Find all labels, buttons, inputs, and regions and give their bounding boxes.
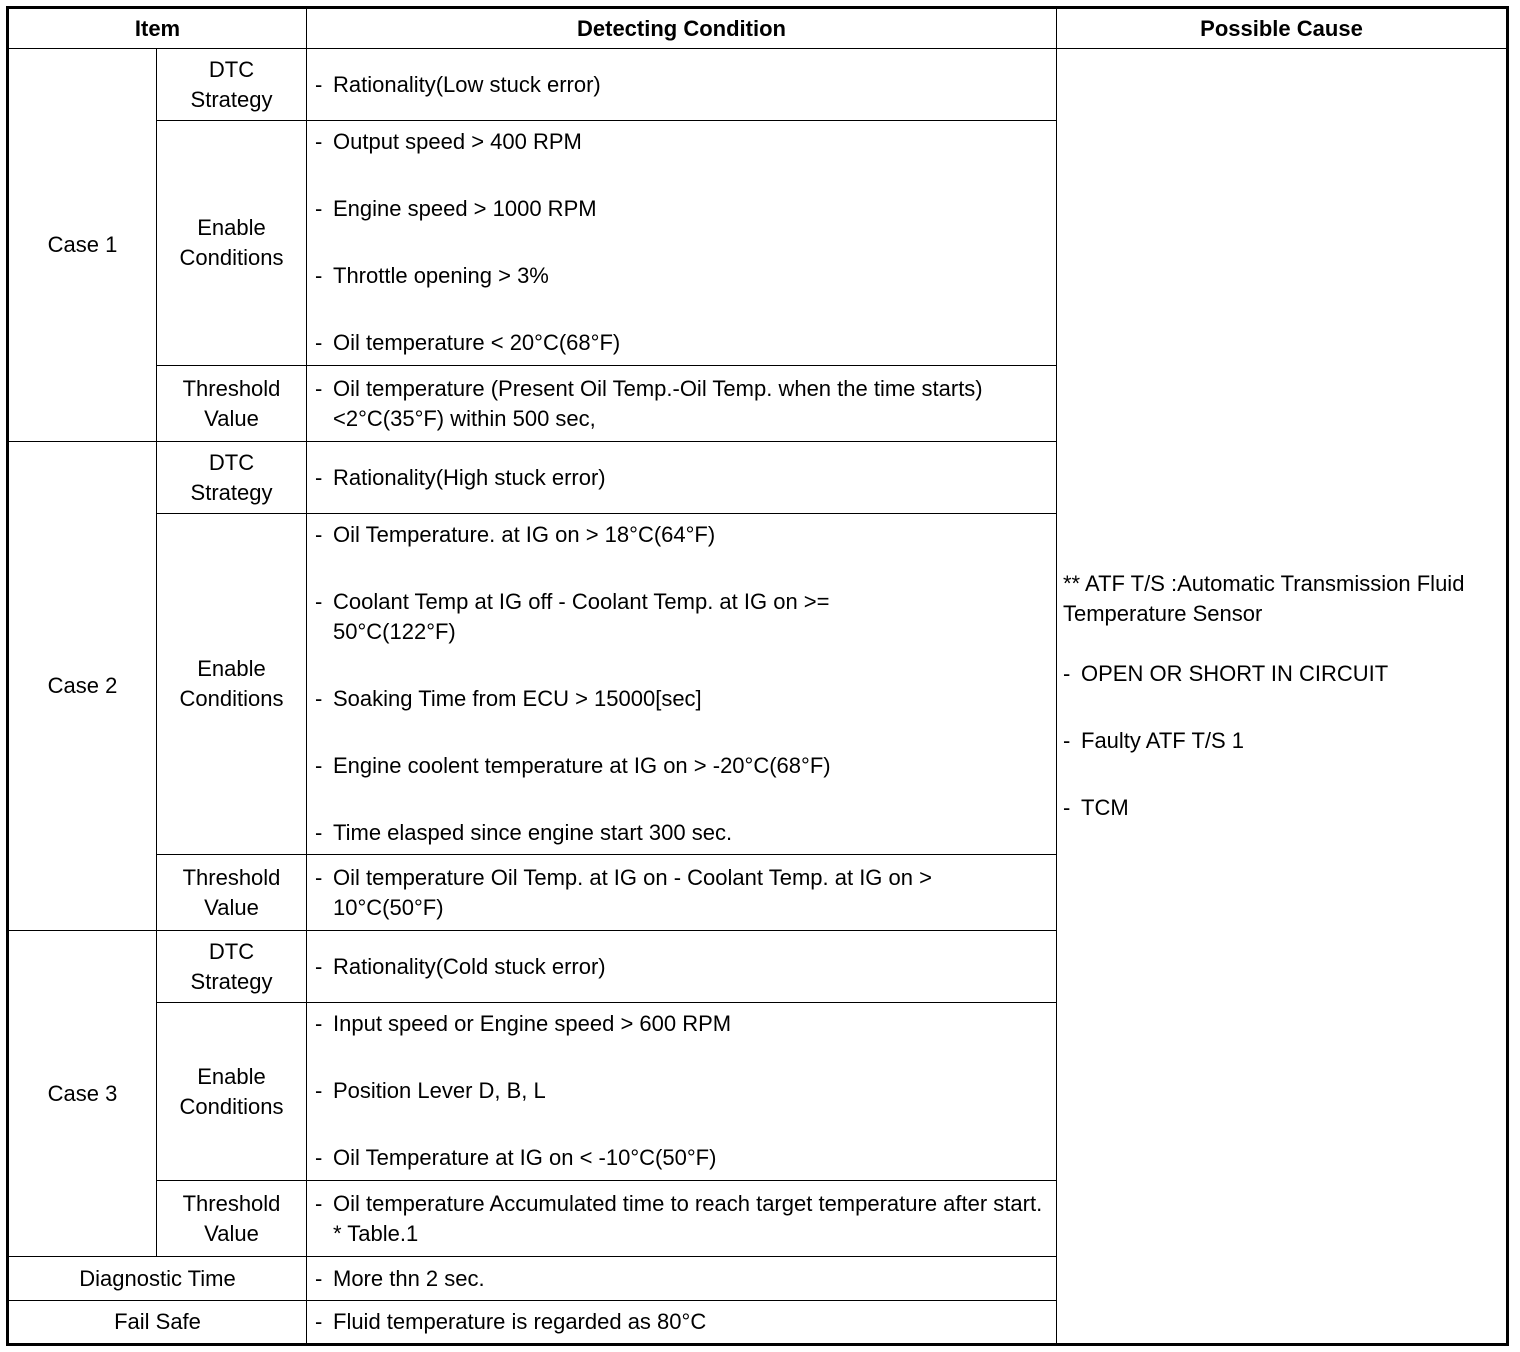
case1-enable-conditions-label: Enable Conditions	[157, 121, 307, 366]
case2-label: Case 2	[8, 442, 157, 931]
case2-threshold-value: - Oil temperature Oil Temp. at IG on - Coolant Temp. at IG on > 10°C(50°F)	[307, 855, 1057, 931]
case2-dtc-strategy: - Rationality(High stuck error)	[307, 442, 1057, 514]
case1-label: Case 1	[8, 49, 157, 442]
possible-cause-cell	[1057, 49, 1508, 1345]
case2-enable-conditions: - Oil Temperature. at IG on > 18°C(64°F) - Coolant Temp at IG off - Coolant Temp. at IG on >= 50°C(122°F) - Soaking Time from ECU > 15000[sec] - Engine coolent temperature at IG on > -20°C(68°F) - Time elasped since engine start 300 sec.	[307, 514, 1057, 855]
case3-enable-conditions: - Input speed or Engine speed > 600 RPM - Position Lever D, B, L - Oil Temperature at IG on < -10°C(50°F)	[307, 1003, 1057, 1181]
case3-enable-conditions-label: Enable Conditions	[157, 1003, 307, 1181]
header-row	[8, 8, 1508, 49]
case1-dtc-strategy: - Rationality(Low stuck error)	[307, 49, 1057, 121]
diagnostic-time-value: - More thn 2 sec.	[307, 1257, 1057, 1301]
case3-threshold-value-label: Threshold Value	[157, 1181, 307, 1257]
case1-dtc-strategy-label: DTC Strategy	[157, 49, 307, 121]
dtc-table	[6, 6, 1509, 1346]
header-possible-cause: Possible Cause	[1057, 8, 1508, 49]
fail-safe-value: - Fluid temperature is regarded as 80°C	[307, 1301, 1057, 1345]
case1-enable-conditions: - Output speed > 400 RPM - Engine speed > 1000 RPM - Throttle opening > 3% - Oil temperature < 20°C(68°F)	[307, 121, 1057, 366]
possible-cause-item: - OPEN OR SHORT IN CIRCUIT	[1063, 659, 1500, 689]
case1-threshold-value: - Oil temperature (Present Oil Temp.-Oil Temp. when the time starts)<2°C(35°F) within 500 sec,	[307, 366, 1057, 442]
diagnostic-time-label: Diagnostic Time	[8, 1257, 307, 1301]
possible-cause-item: - TCM	[1063, 793, 1500, 823]
case2-dtc-strategy-label: DTC Strategy	[157, 442, 307, 514]
header-item: Item	[8, 8, 307, 49]
case2-threshold-value-label: Threshold Value	[157, 855, 307, 931]
case3-label: Case 3	[8, 931, 157, 1257]
case3-dtc-strategy: - Rationality(Cold stuck error)	[307, 931, 1057, 1003]
case2-enable-conditions-label: Enable Conditions	[157, 514, 307, 855]
fail-safe-label: Fail Safe	[8, 1301, 307, 1345]
possible-cause-item: - Faulty ATF T/S 1	[1063, 726, 1500, 756]
case3-threshold-value: - Oil temperature Accumulated time to reach target temperature after start. * Table.1	[307, 1181, 1057, 1257]
possible-cause-note: ** ATF T/S :Automatic Transmission Fluid Temperature Sensor	[1063, 571, 1465, 626]
header-detecting-condition: Detecting Condition	[307, 8, 1057, 49]
case1-dtc-row	[8, 49, 1508, 121]
case1-threshold-value-label: Threshold Value	[157, 366, 307, 442]
case3-dtc-strategy-label: DTC Strategy	[157, 931, 307, 1003]
